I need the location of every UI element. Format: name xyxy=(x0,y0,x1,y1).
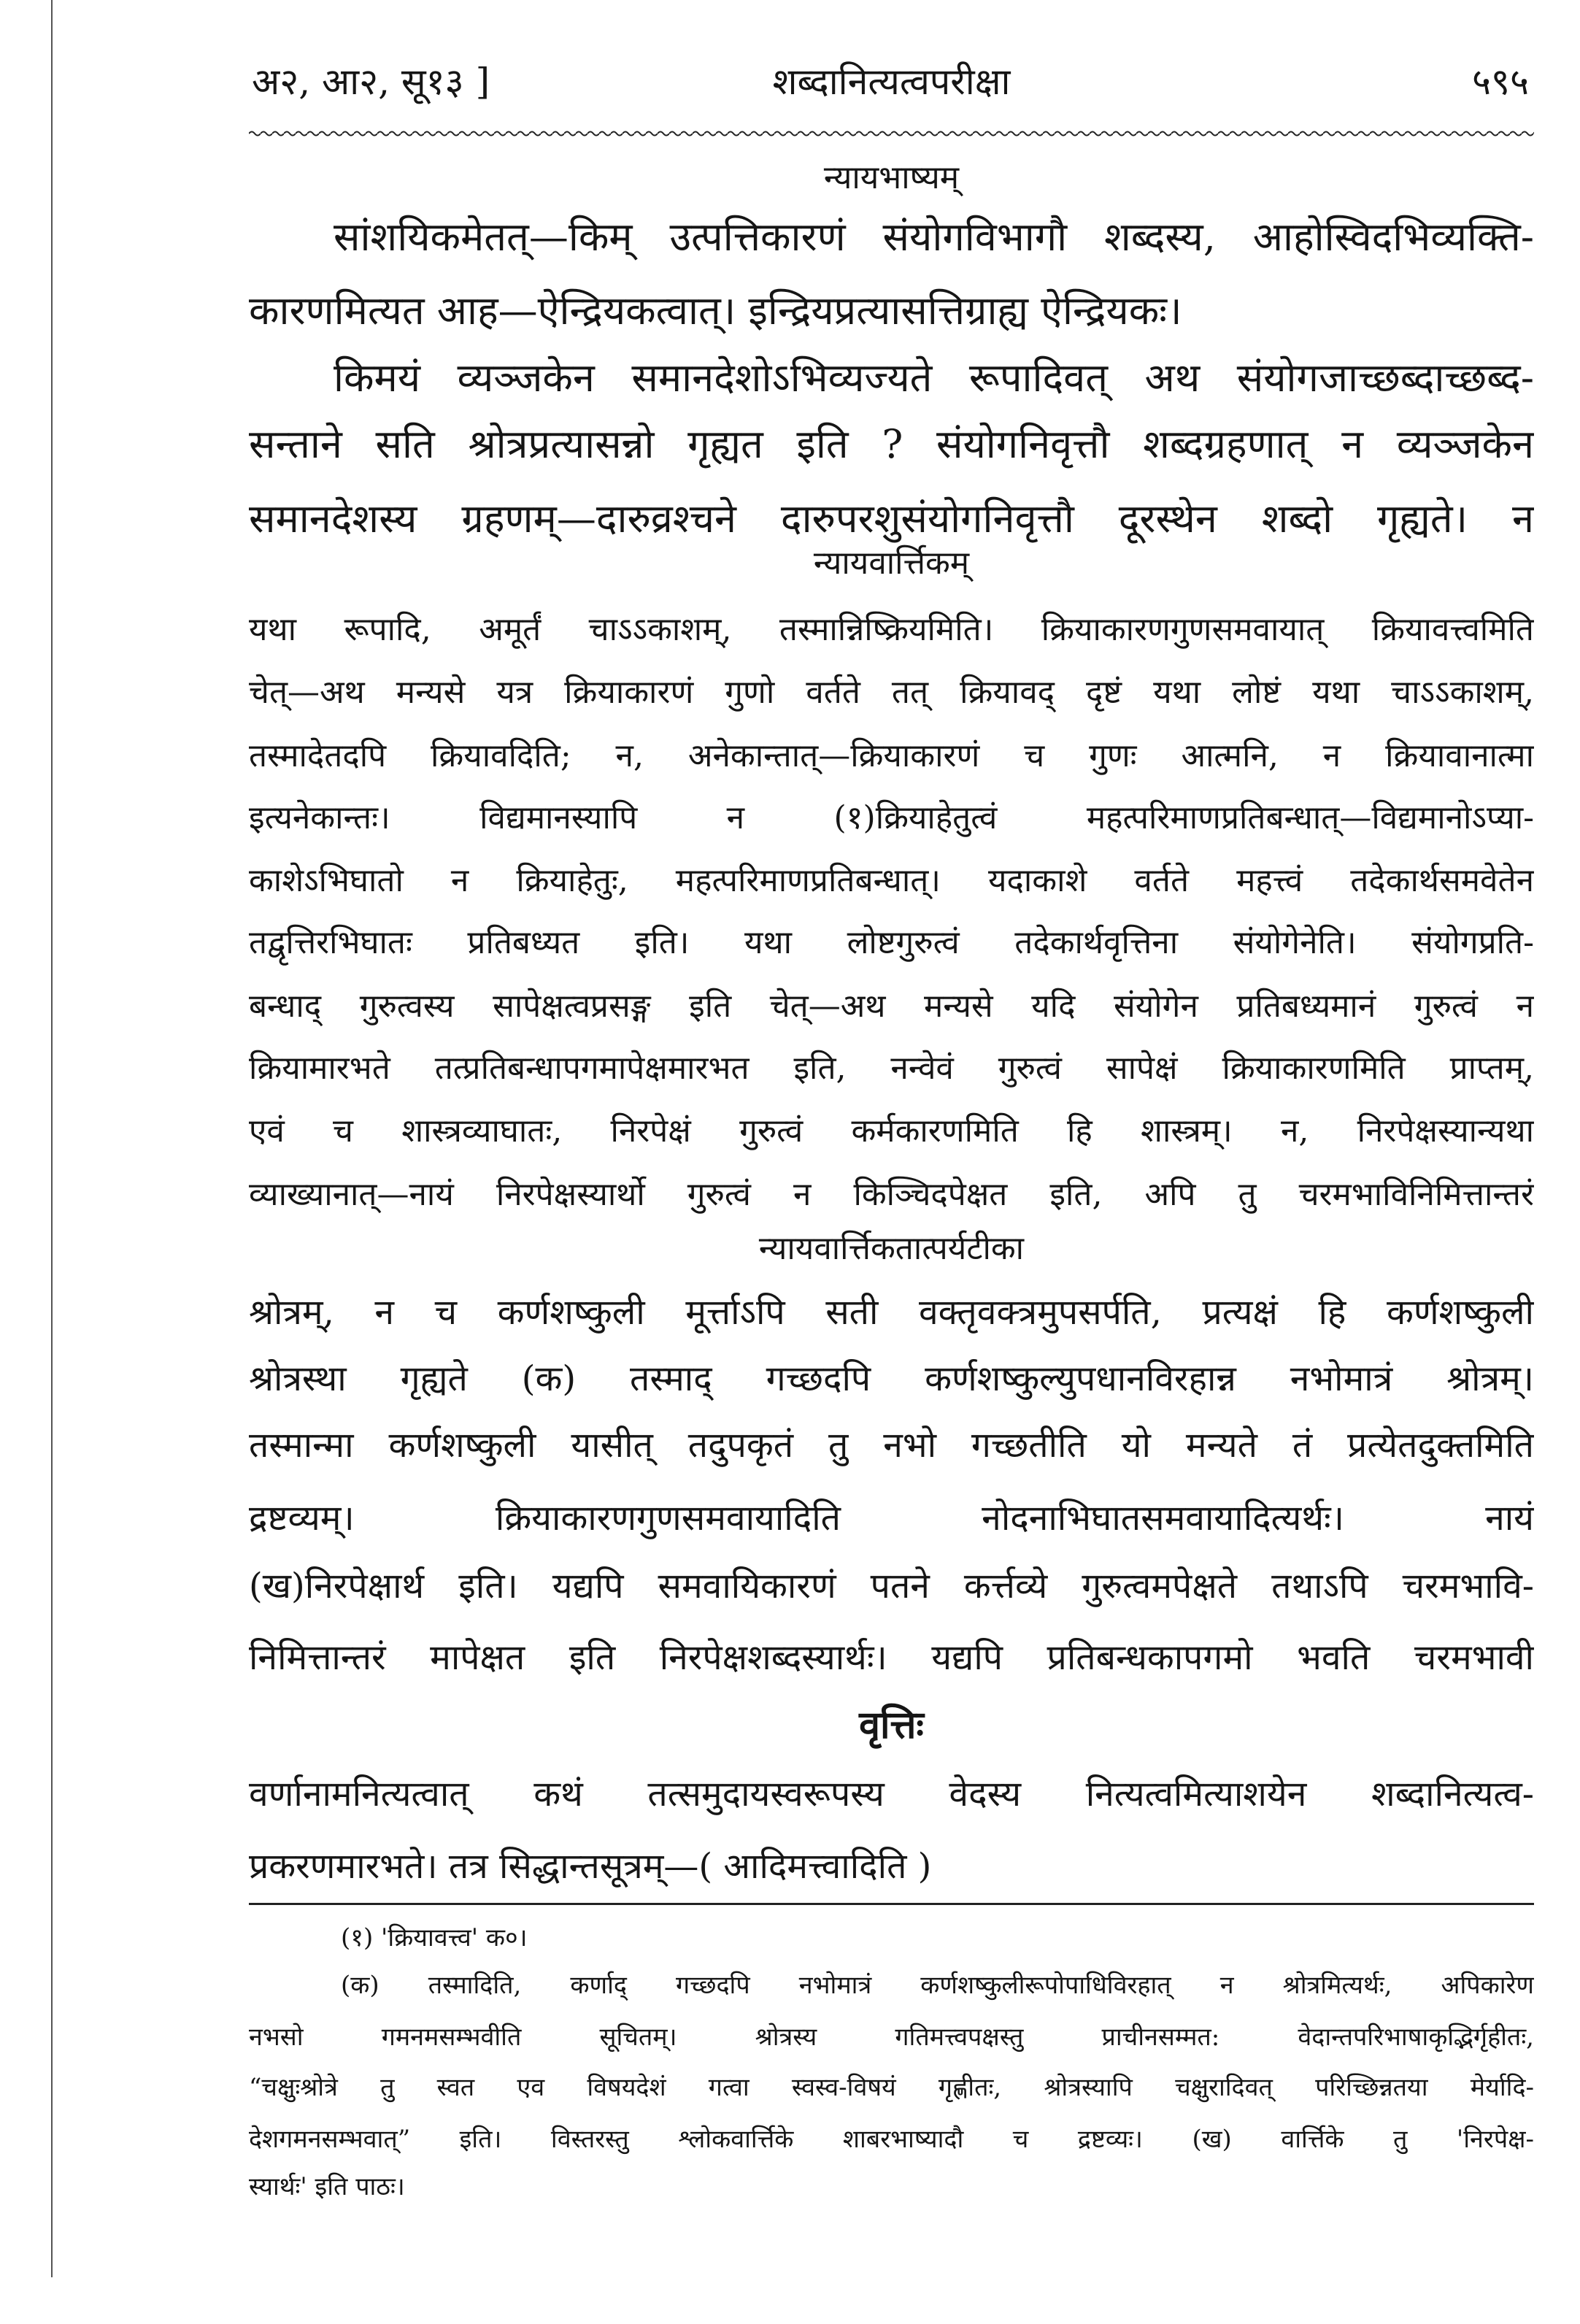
tika-line: (ख)निरपेक्षार्थ इति। यद्यपि समवायिकारणं पतने कर्त्तव्ये गुरुत्वमपेक्षते तथाऽपि चरमभावि- xyxy=(249,1566,1534,1607)
varttika-line: काशेऽभिघातो न क्रियाहेतुः, महत्परिमाणप्रतिबन्धात्। यदाकाशे वर्तते महत्त्वं तदेकार्थसमवेतेन xyxy=(249,862,1534,899)
bhashya-line: सांशयिकमेतत्—किम् उत्पत्तिकारणं संयोगविभागौ शब्दस्य, आहोस्विदभिव्यक्ति- xyxy=(334,214,1534,260)
bhashya-line: किमयं व्यञ्जकेन समानदेशोऽभिव्यज्यते रूपादिवत् अथ संयोगजाच्छब्दाच्छब्द- xyxy=(334,355,1534,401)
varttika-line: बन्धाद् गुरुत्वस्य सापेक्षत्वप्रसङ्ग इति चेत्—अथ मन्यसे यदि संयोगेन प्रतिबध्यमानं गुरुत्वं न xyxy=(249,988,1534,1025)
tika-line: श्रोत्रस्था गृह्यते (क) तस्माद् गच्छदपि कर्णशष्कुल्युपधानविरहान्न नभोमात्रं श्रोत्रम्। xyxy=(249,1358,1534,1399)
varttika-line: एवं च शास्त्रव्याघातः, निरपेक्षं गुरुत्वं कर्मकारणमिति हि शास्त्रम्। न, निरपेक्षस्यान्यथा xyxy=(249,1112,1534,1150)
bhashya-line: समानदेशस्य ग्रहणम्—दारुव्रश्चने दारुपरशुसंयोगनिवृत्तौ दूरस्थेन शब्दो गृह्यते। न xyxy=(249,496,1534,542)
vritti-line: प्रकरणमारभते। तत्र सिद्धान्तसूत्रम्—( आदिमत्त्वादिति ) xyxy=(249,1846,932,1887)
varttika-line: यथा रूपादि, अमूर्तं चाऽऽकाशम्, तस्मान्निष्क्रियमिति। क्रियाकारणगुणसमवायात् क्रियावत्त्वमिति xyxy=(249,611,1534,648)
footnote-line: (क) तस्मादिति, कर्णाद् गच्छदपि नभोमात्रं कर्णशष्कुलीरूपोपाधिविरहात् न श्रोत्रमित्यर्थः, अपिकारेण xyxy=(341,1971,1534,2000)
binding-margin-line xyxy=(51,0,53,2277)
varttika-line: तस्मादेतदपि क्रियावदिति; न, अनेकान्तात्—क्रियाकारणं च गुणः आत्मनि, न क्रियावानात्मा xyxy=(249,737,1534,774)
tika-line: श्रोत्रम्, न च कर्णशष्कुली मूर्त्ताऽपि सती वक्तृवक्त्रमुपसर्पति, प्रत्यक्षं हि कर्णशष्कुली xyxy=(249,1292,1534,1333)
vritti-line: वर्णानामनित्यत्वात् कथं तत्समुदायस्वरूपस्य वेदस्य नित्यत्वमित्याशयेन शब्दानित्यत्व- xyxy=(249,1774,1534,1815)
footnote-line: नभसो गमनमसम्भवीति सूचितम्। श्रोत्रस्य गतिमत्त्वपक्षस्तु प्राचीनसम्मत: वेदान्तपरिभाषाकृद्भिर्गृहीतः, xyxy=(249,2023,1534,2052)
tika-line: द्रष्टव्यम्। क्रियाकारणगुणसमवायादिति नोदनाभिघातसमवायादित्यर्थः। नायं xyxy=(249,1498,1534,1539)
bhashya-line: कारणमित्यत आह—ऐन्द्रियकत्वात्। इन्द्रियप्रत्यासत्तिग्राह्य ऐन्द्रियकः। xyxy=(249,288,1182,334)
chapter-reference: अ२, आ२, सू१३ ] xyxy=(252,61,490,103)
tika-line: निमित्तान्तरं मापेक्षत इति निरपेक्षशब्दस्यार्थः। यद्यपि प्रतिबन्धकापगमो भवति चरमभावी xyxy=(249,1637,1534,1678)
varttika-line: क्रियामारभते तत्प्रतिबन्धापगमापेक्षमारभत इति, नन्वेवं गुरुत्वं सापेक्षं क्रियाकारणमिति प्राप्तम्, xyxy=(249,1050,1534,1087)
section-heading-bhashya: न्यायभाष्यम् xyxy=(823,159,960,196)
varttika-line: इत्यनेकान्तः। विद्यमानस्यापि न (१)क्रियाहेतुत्वं महत्परिमाणप्रतिबन्धात्—विद्यमानोऽप्या- xyxy=(249,799,1534,836)
footnote-line: (१) 'क्रियावत्त्व' क०। xyxy=(341,1923,528,1952)
wavy-header-rule xyxy=(249,128,1534,139)
page-number: ५९५ xyxy=(1472,61,1529,103)
footnote-rule xyxy=(249,1903,1534,1905)
footnote-line: स्यार्थः' इति पाठः। xyxy=(249,2172,405,2201)
footnote-line: “चक्षुःश्रोत्रे तु स्वत एव विषयदेशं गत्वा स्वस्व-विषयं गृह्णीतः, श्रोत्रस्यापि चक्षुरादिवत् परिच्छिन्नतया मेर्यादि- xyxy=(249,2073,1534,2102)
varttika-line: तद्वृत्तिरभिघातः प्रतिबध्यत इति। यथा लोष्टगुरुत्वं तदेकार्थवृत्तिना संयोगेनेति। संयोगप्रति- xyxy=(249,924,1534,961)
varttika-line: व्याख्यानात्—नायं निरपेक्षस्यार्थो गुरुत्वं न किञ्चिदपेक्षत इति, अपि तु चरमभाविनिमित्तान्तरं xyxy=(249,1176,1534,1213)
section-heading-vritti: वृत्तिः xyxy=(859,1703,924,1747)
bhashya-line: सन्ताने सति श्रोत्रप्रत्यासन्नो गृह्यत इति ? संयोगनिवृत्तौ शब्दग्रहणात् न व्यञ्जकेन xyxy=(249,421,1534,467)
section-heading-varttika: न्यायवार्त्तिकम् xyxy=(813,545,970,582)
varttika-line: चेत्—अथ मन्यसे यत्र क्रियाकारणं गुणो वर्तते तत् क्रियावद् दृष्टं यथा लोष्टं यथा चाऽऽकाशम्, xyxy=(249,674,1534,711)
section-heading-tika: न्यायवार्त्तिकतात्पर्यटीका xyxy=(758,1230,1025,1267)
tika-line: तस्मान्मा कर्णशष्कुली यासीत् तदुपकृतं तु नभो गच्छतीति यो मन्यते तं प्रत्येतदुक्तमिति xyxy=(249,1425,1534,1466)
footnote-line: देशगमनसम्भवात्” इति। विस्तरस्तु श्लोकवार्त्तिके शाबरभाष्यादौ च द्रष्टव्यः। (ख) वार्त्तिके तु 'निरपेक्ष- xyxy=(249,2125,1534,2154)
running-title: शब्दानित्यत्वपरीक्षा xyxy=(772,61,1011,103)
